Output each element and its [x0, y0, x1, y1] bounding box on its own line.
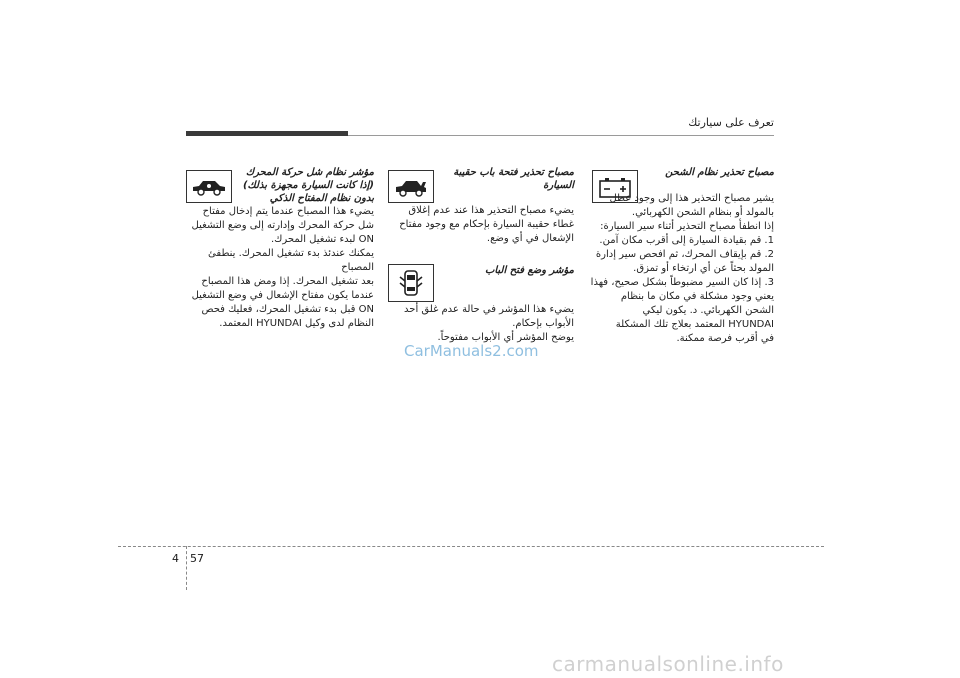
body-line: ON لبدء تشغيل المحرك. — [270, 234, 374, 245]
footer-rule — [118, 546, 824, 547]
page-header-title: تعرف على سيارتك — [688, 116, 774, 129]
body-line: المولد بحثاً عن أي ارتخاء أو تمزق. — [633, 263, 774, 274]
body-line: الشحن الكهربائي. د. يكون ليكي — [642, 305, 774, 316]
body-line: HYUNDAI المعتمد بعلاج تلك المشكلة — [615, 319, 774, 330]
immobilizer-heading: مؤشر نظام شل حركة المحرك — [245, 167, 374, 178]
body-line: يضيء مصباح التحذير هذا عند عدم إغلاق — [408, 205, 574, 216]
page-number: 57 — [190, 552, 204, 565]
trunk-warning-heading-cont: السيارة — [543, 180, 574, 191]
body-line: يشير مصباح التحذير هذا إلى وجود عطل — [609, 193, 774, 204]
trunk-warning-heading: مصباح تحذير فتحة باب حقيبة — [453, 167, 574, 178]
body-line: 1. قم بقيادة السيارة إلى أقرب مكان آمن. — [599, 235, 774, 246]
body-line: النظام لدى وكيل HYUNDAI المعتمد. — [219, 318, 374, 329]
body-line: يمكنك عندئذ بدء تشغيل المحرك. ينطفئ المصباح — [208, 248, 374, 273]
immobilizer-indicator-section — [184, 166, 374, 331]
trunk-open-warning-section — [386, 166, 574, 246]
chapter-number: 4 — [172, 552, 179, 565]
body-line: ON قبل بدء تشغيل المحرك، فعليك فحص — [201, 304, 374, 315]
header-accent-bar — [186, 131, 348, 136]
door-open-indicator-section — [386, 264, 574, 345]
body-line: بعد تشغيل المحرك. إذا ومض هذا المصباح — [201, 276, 374, 287]
body-line: بالمولد أو بنظام الشحن الكهربائي. — [631, 207, 774, 218]
immobilizer-heading-sub: (إذا كانت السيارة مجهزة بذلك) — [242, 180, 374, 191]
body-line: عندما يكون مفتاح الإشعال في وضع التشغيل — [191, 290, 374, 301]
charging-warning-section — [590, 166, 774, 346]
footer-divider — [186, 546, 187, 590]
watermark-text: CarManuals2.com — [404, 342, 539, 360]
body-line: يوضح المؤشر أي الأبواب مفتوحاً. — [437, 332, 574, 343]
body-line: غطاء حقيبة السيارة بإحكام مع وجود مفتاح — [399, 219, 574, 230]
charging-warning-heading: مصباح تحذير نظام الشحن — [665, 167, 774, 178]
immobilizer-heading-mode: بدون نظام المفتاح الذكي — [269, 193, 374, 204]
body-line: 3. إذا كان السير مضبوطاً بشكل صحيح، فهذا — [590, 277, 774, 288]
body-line: يضيء هذا المؤشر في حالة عدم غلق أحد — [404, 304, 574, 315]
body-line: شل حركة المحرك وإدارته إلى وضع التشغيل — [191, 220, 374, 231]
body-line: إذا انطفأ مصباح التحذير أثناء سير السيارة: — [600, 221, 774, 232]
body-line: الأبواب بإحكام. — [512, 318, 574, 329]
body-line: في أقرب فرصة ممكنة. — [676, 333, 774, 344]
door-indicator-heading: مؤشر وضع فتح الباب — [484, 265, 574, 276]
body-line: الإشعال في أي وضع. — [486, 233, 574, 244]
body-line: يعني وجود مشكلة في مكان ما بنظام — [620, 291, 774, 302]
body-line: يضيء هذا المصباح عندما يتم إدخال مفتاح — [202, 206, 374, 217]
site-watermark: carmanualsonline.info — [552, 652, 784, 676]
body-line: 2. قم بإيقاف المحرك، ثم افحص سير إدارة — [595, 249, 774, 260]
